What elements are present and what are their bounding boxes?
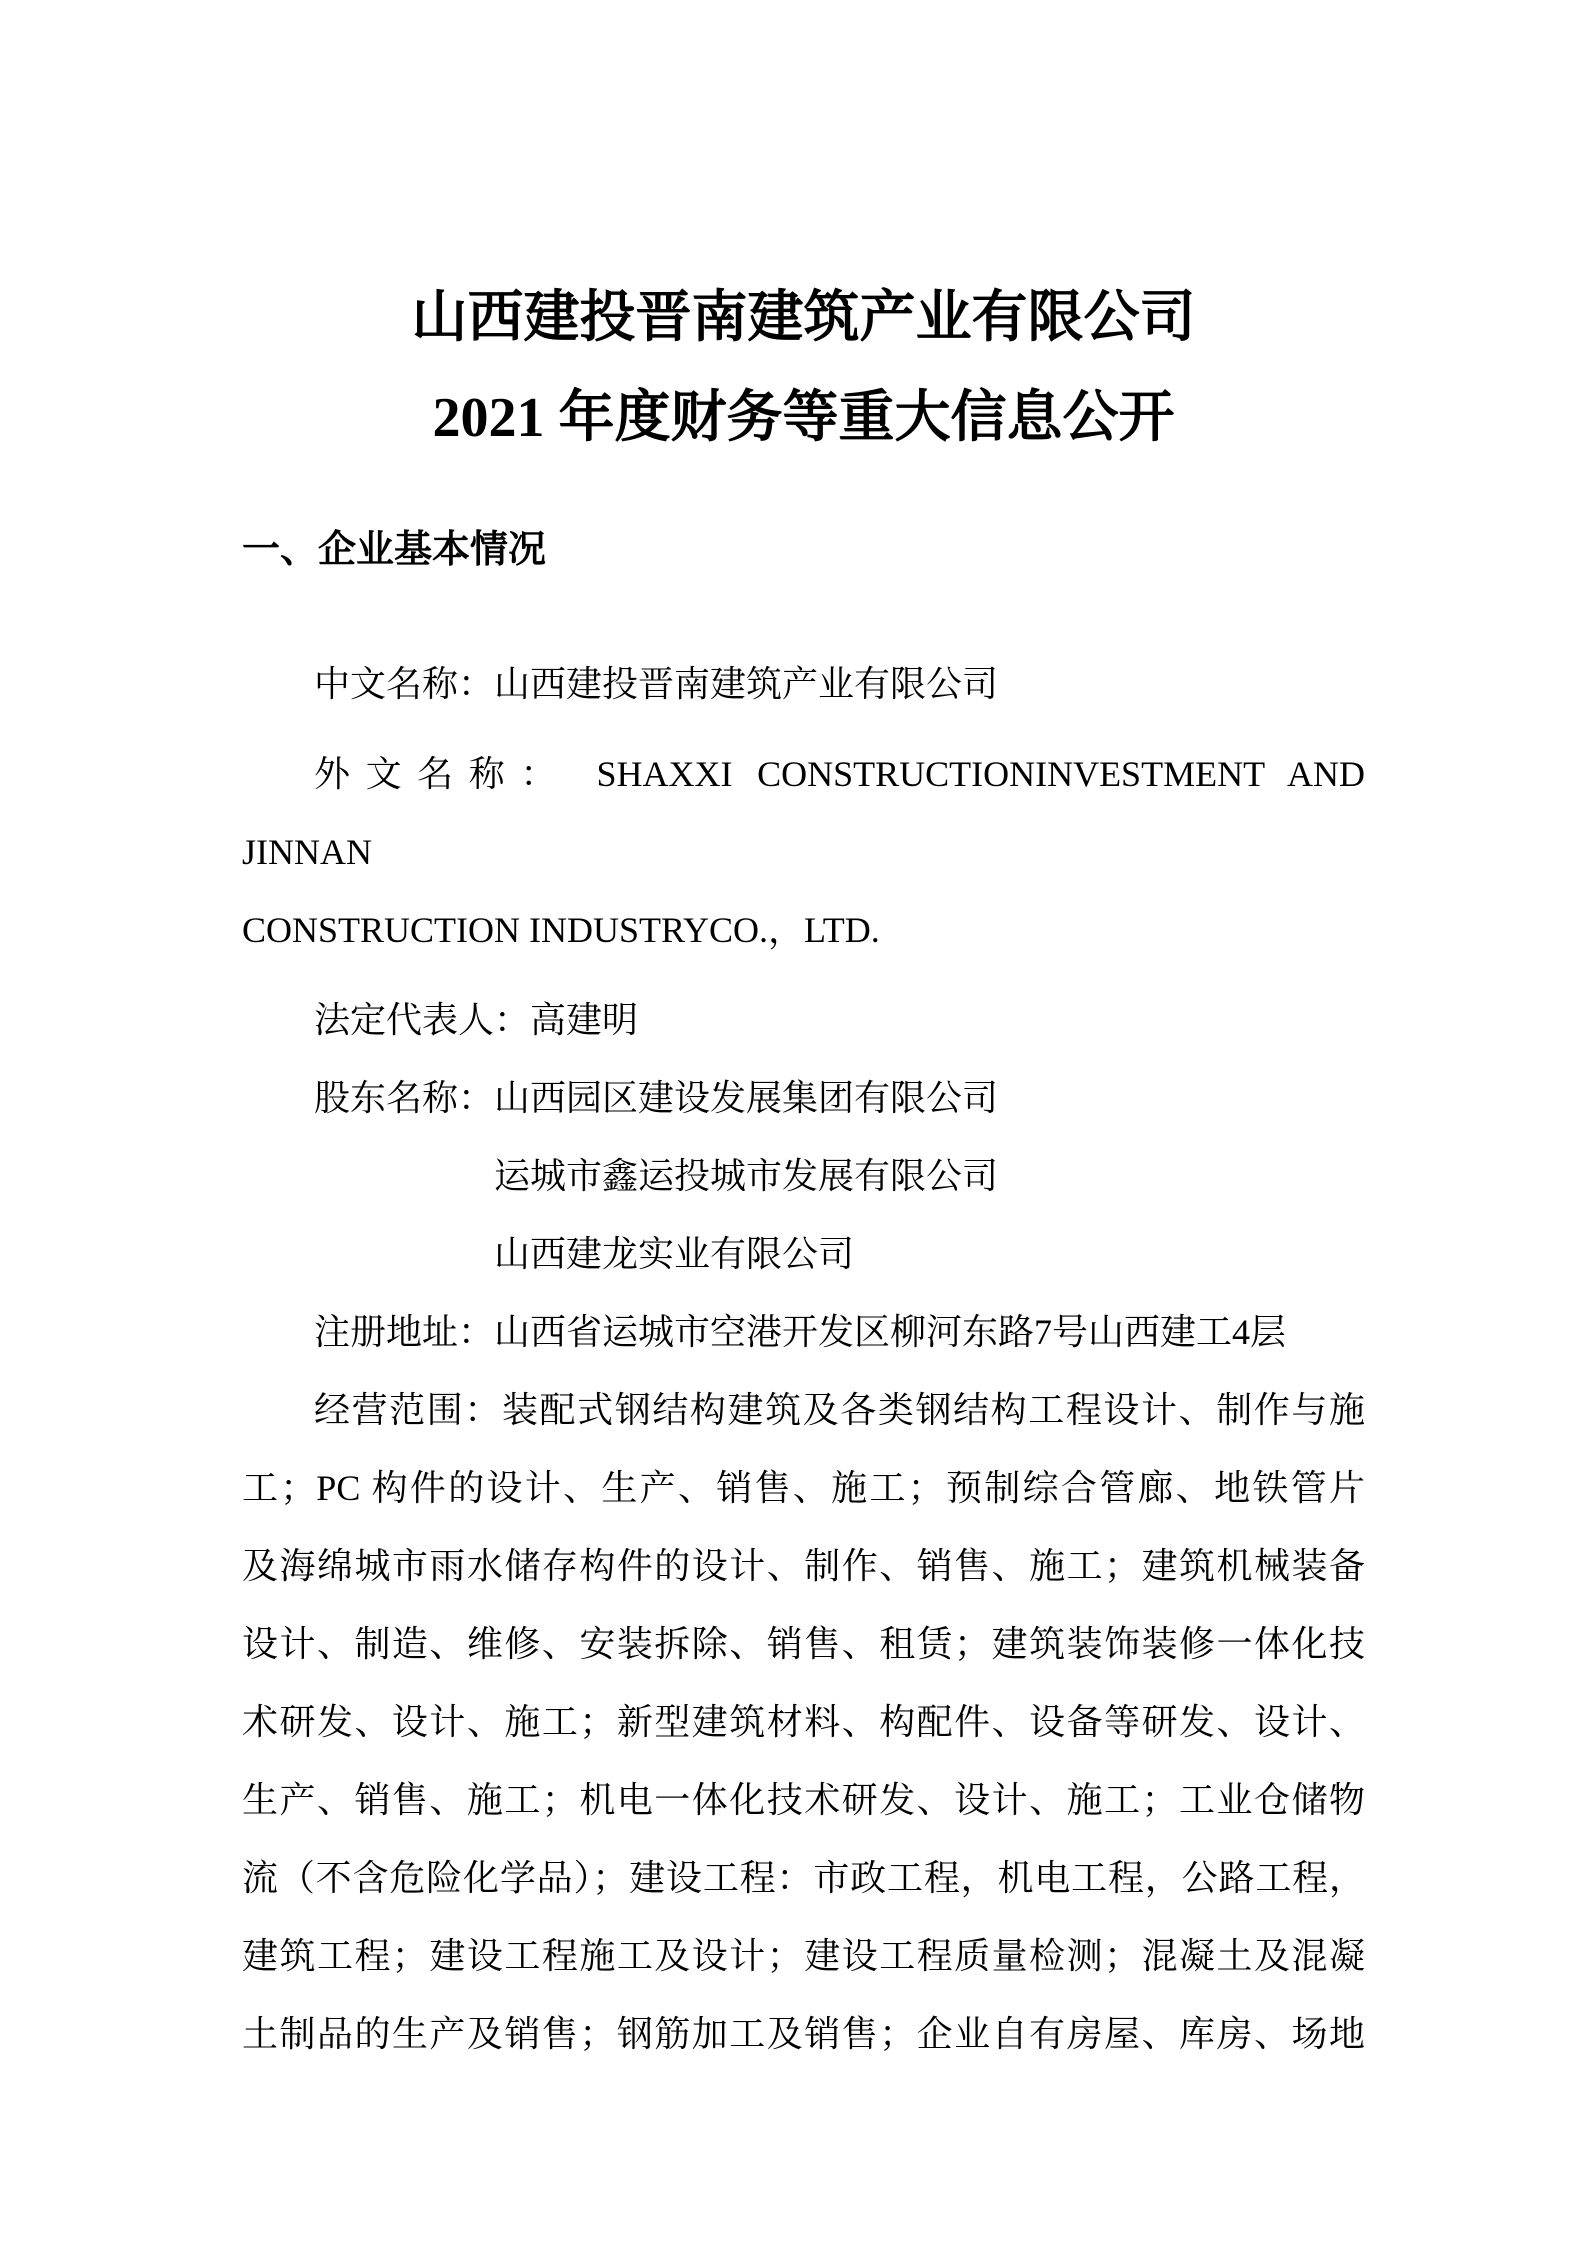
business-scope-line-7: 流（不含危险化学品）；建设工程：市政工程，机电工程，公路工程， <box>242 1858 1365 1898</box>
business-scope-line-6: 生产、销售、施工；机电一体化技术研发、设计、施工；工业仓储物 <box>242 1780 1365 1820</box>
foreign-name-continuation: CONSTRUCTION INDUSTRYCO.，LTD. <box>242 910 880 950</box>
field-line-registered-address: 注册地址：山西省运城市空港开发区柳河东路7号山西建工4层 <box>314 1312 1287 1352</box>
business-scope-line-8: 建筑工程；建设工程施工及设计；建设工程质量检测；混凝土及混凝 <box>242 1936 1365 1976</box>
field-line-foreign-name: 外文名称： SHAXXI CONSTRUCTIONINVESTMENT AND JINNAN <box>242 754 1365 872</box>
business-scope-line-1: 经营范围：装配式钢结构建筑及各类钢结构工程设计、制作与施 <box>314 1390 1365 1430</box>
business-scope-line-9: 土制品的生产及销售；钢筋加工及销售；企业自有房屋、库房、场地 <box>242 2014 1365 2054</box>
shareholder-line-3: 山西建龙实业有限公司 <box>494 1234 855 1274</box>
business-scope-line-3: 及海绵城市雨水储存构件的设计、制作、销售、施工；建筑机械装备 <box>242 1546 1365 1586</box>
document-title <box>242 268 1365 468</box>
business-scope-line-4: 设计、制造、维修、安装拆除、销售、租赁；建筑装饰装修一体化技 <box>242 1624 1365 1664</box>
field-line-legal-representative: 法定代表人：高建明 <box>314 1000 639 1040</box>
field-line-chinese-name: 中文名称：山西建投晋南建筑产业有限公司 <box>314 664 999 704</box>
document-title-line-2: 2021 年度财务等重大信息公开 <box>432 387 1175 449</box>
document-title-line-1: 山西建投晋南建筑产业有限公司 <box>411 287 1196 349</box>
section-heading-basic-info: 一、企业基本情况 <box>242 529 547 571</box>
business-scope-line-2: 工；PC 构件的设计、生产、销售、施工；预制综合管廊、地铁管片 <box>242 1468 1365 1508</box>
field-line-shareholders: 股东名称：山西园区建设发展集团有限公司 <box>314 1078 999 1118</box>
business-scope-line-5: 术研发、设计、施工；新型建筑材料、构配件、设备等研发、设计、 <box>242 1702 1365 1742</box>
shareholder-line-2: 运城市鑫运投城市发展有限公司 <box>494 1156 999 1196</box>
document-content <box>242 0 1365 2073</box>
document-body <box>242 645 1365 2073</box>
